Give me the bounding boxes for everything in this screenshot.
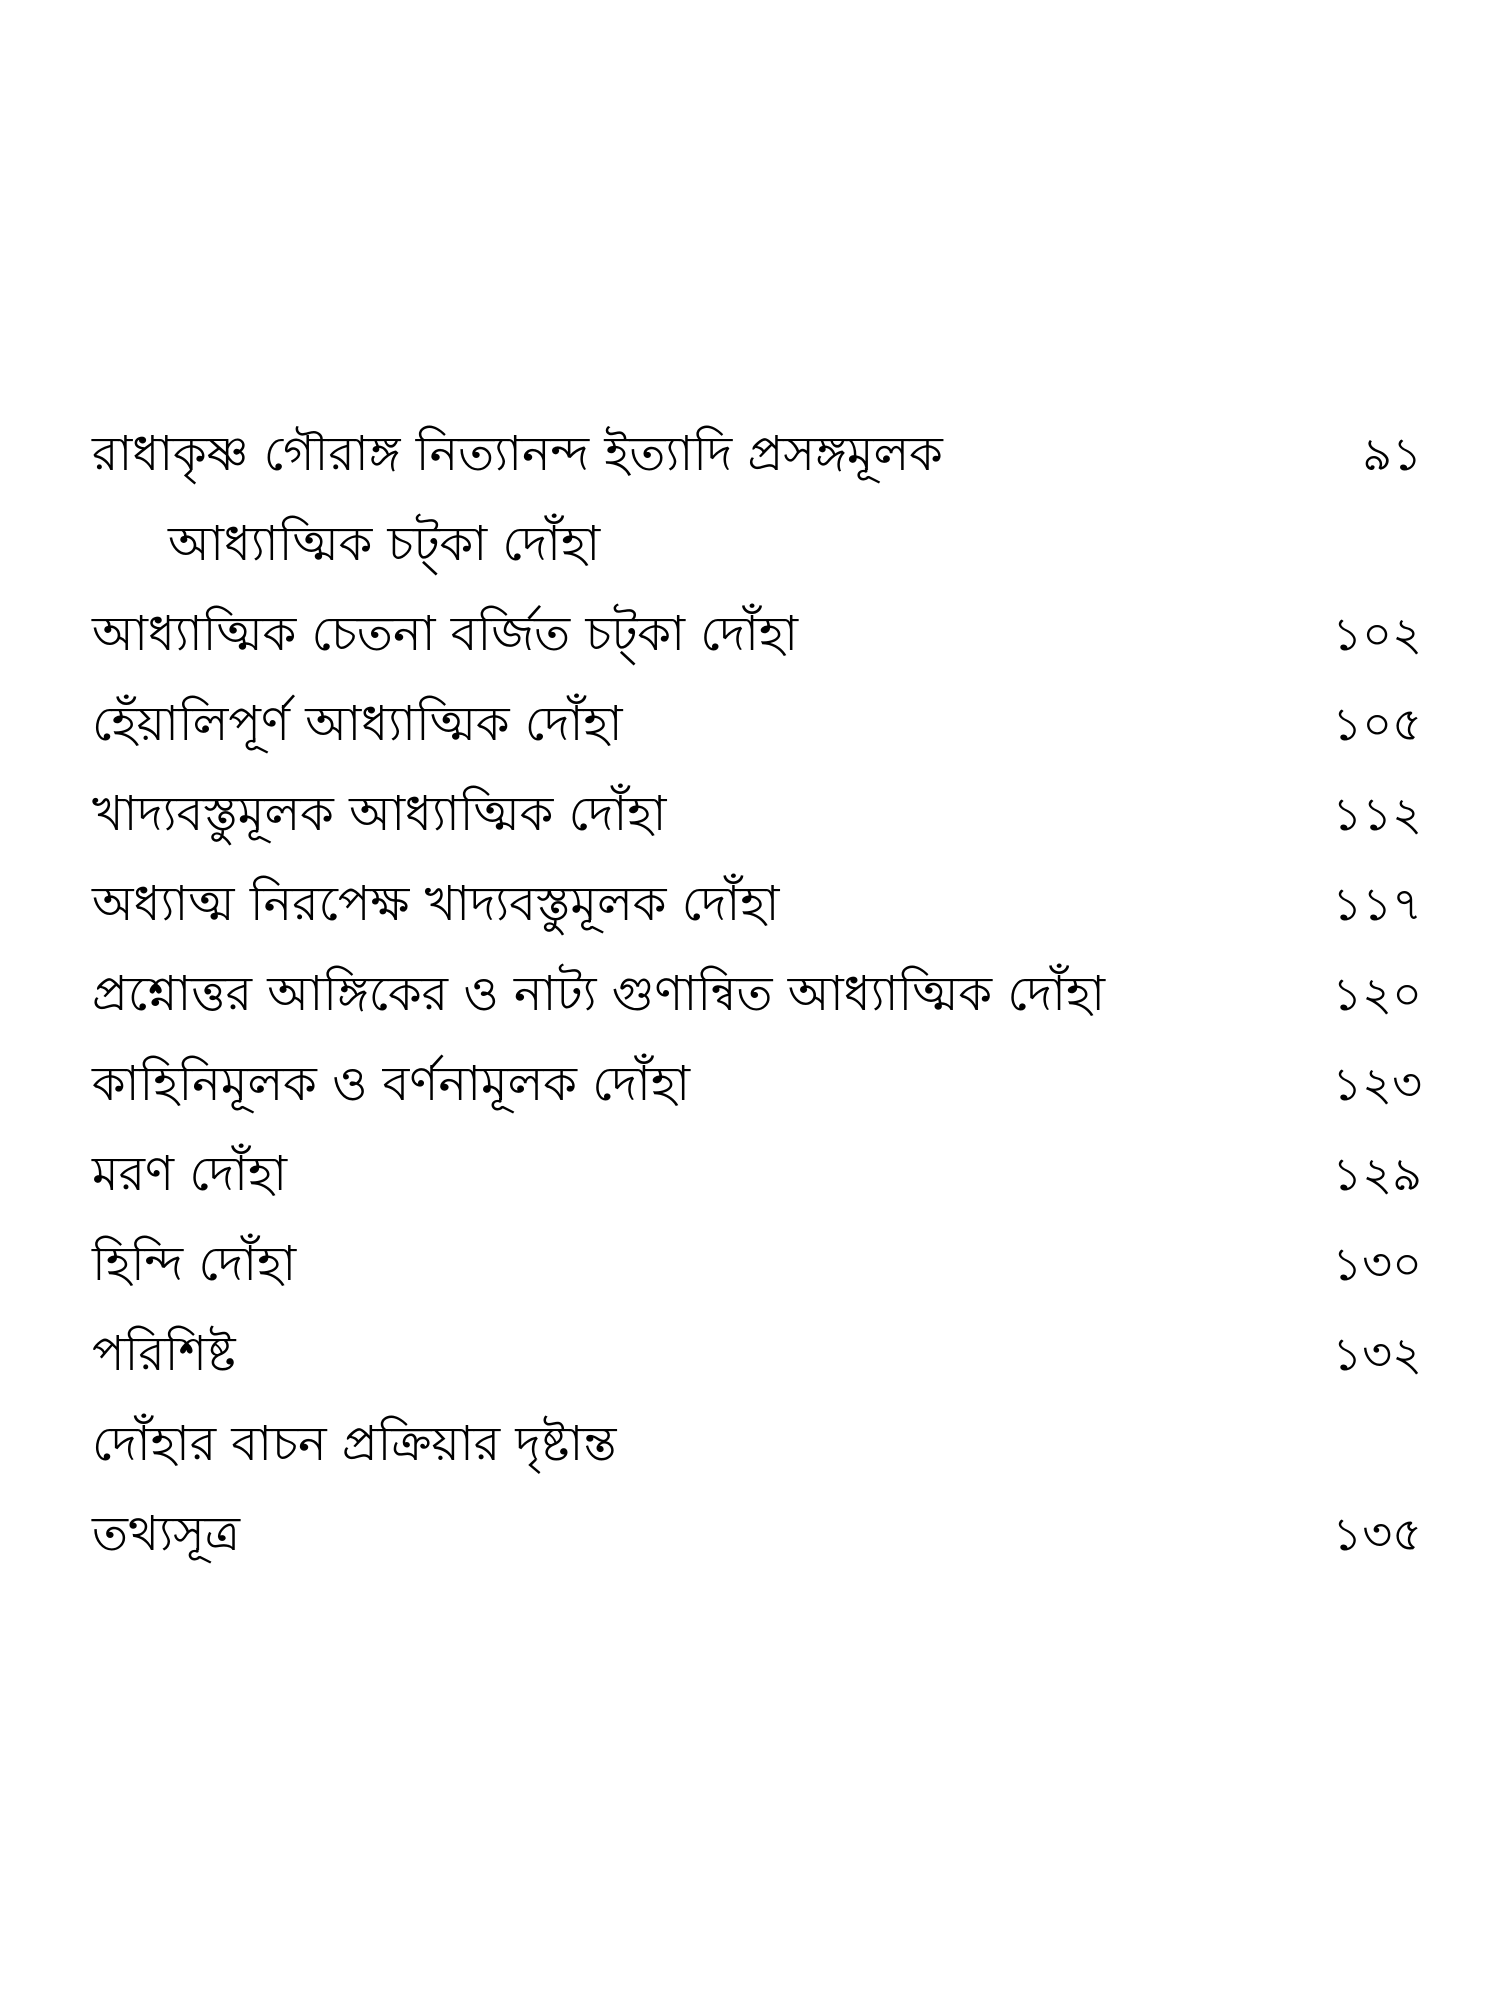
- toc-entry: [92, 770, 1422, 858]
- toc-entry-title: রাধাকৃষ্ণ গৌরাঙ্গ নিত্যানন্দ ইত্যাদি প্রসঙ্গমূলক: [92, 426, 943, 482]
- toc-entry-page: ১৩২: [1332, 1327, 1422, 1381]
- toc-entry-title: আধ্যাত্মিক চেতনা বর্জিত চট্‌কা দোঁহা: [92, 606, 799, 662]
- toc-entry-page: ১২০: [1332, 967, 1422, 1021]
- toc-entry: [92, 1310, 1422, 1398]
- toc-entry-title: তথ্যসূত্র: [92, 1506, 240, 1562]
- toc-entry-title: হেঁয়ালিপূর্ণ আধ্যাত্মিক দোঁহা: [92, 696, 623, 752]
- toc-entry-title: প্রশ্নোত্তর আঙ্গিকের ও নাট্য গুণান্বিত আধ্যাত্মিক দোঁহা: [92, 966, 1106, 1022]
- toc-entry-title: অধ্যাত্ম নিরপেক্ষ খাদ্যবস্তুমূলক দোঁহা: [92, 876, 780, 932]
- toc-entry: [92, 410, 1422, 498]
- toc-entry-page: ১১৭: [1332, 877, 1422, 931]
- toc-entry-title: মরণ দোঁহা: [92, 1146, 288, 1202]
- toc-entry: [92, 1130, 1422, 1218]
- toc-entry-page: ১৩০: [1332, 1237, 1422, 1291]
- toc-entry-page: ১০২: [1332, 607, 1422, 661]
- toc-entry-title: পরিশিষ্ট: [92, 1326, 236, 1382]
- toc-entry-page: ১১২: [1332, 787, 1422, 841]
- toc-entry-title: দোঁহার বাচন প্রক্রিয়ার দৃষ্টান্ত: [92, 1416, 617, 1472]
- toc-entry-page: ৯১: [1362, 427, 1422, 481]
- toc-entry-page: ১২৩: [1332, 1057, 1422, 1111]
- toc-entry: [92, 860, 1422, 948]
- toc-entry: [92, 1220, 1422, 1308]
- toc-entry: [92, 590, 1422, 678]
- toc-entry: [92, 500, 1422, 588]
- toc-entry-title: কাহিনিমূলক ও বর্ণনামূলক দোঁহা: [92, 1056, 690, 1112]
- toc-entry-title: আধ্যাত্মিক চট্‌কা দোঁহা: [168, 516, 601, 572]
- toc-entry-title: হিন্দি দোঁহা: [92, 1236, 297, 1292]
- toc-entry-page: ১৩৫: [1332, 1507, 1422, 1561]
- toc-entry-page: ১২৯: [1332, 1147, 1422, 1201]
- toc-entry-title: খাদ্যবস্তুমূলক আধ্যাত্মিক দোঁহা: [92, 786, 667, 842]
- toc-entry-page: ১০৫: [1332, 697, 1422, 751]
- toc-entry: [92, 1040, 1422, 1128]
- toc-entry: [92, 1490, 1422, 1578]
- toc-entry: [92, 950, 1422, 1038]
- toc-entry: [92, 1400, 1422, 1488]
- toc-entry: [92, 680, 1422, 768]
